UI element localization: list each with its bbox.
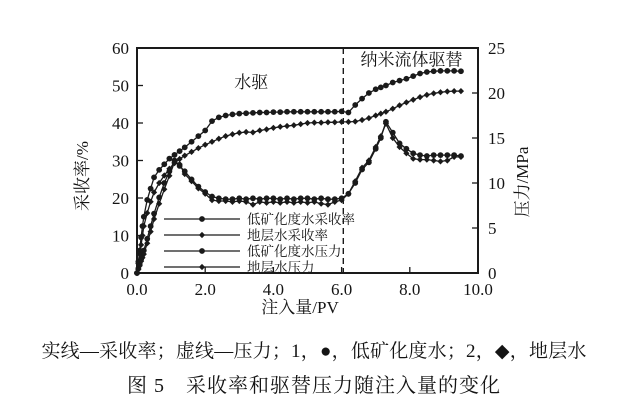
data-point	[431, 157, 437, 163]
y-left-tick-label: 40	[112, 114, 129, 133]
data-point	[431, 90, 437, 96]
data-point	[263, 200, 269, 206]
figure-caption-key: 实线—采收率；虚线—压力；1，●，低矿化度水；2，◆，地层水	[41, 341, 587, 362]
data-point	[230, 111, 236, 117]
data-point	[250, 195, 256, 201]
data-point	[138, 242, 144, 248]
y-right-tick-label: 20	[488, 84, 505, 103]
data-point	[166, 156, 172, 162]
data-point	[431, 152, 437, 158]
data-point	[318, 195, 324, 201]
data-point	[397, 78, 403, 84]
y-left-tick-label: 10	[112, 226, 129, 246]
data-point	[417, 71, 423, 77]
data-point	[325, 109, 331, 115]
legend-label: 地层水采收率	[247, 228, 328, 243]
data-point	[236, 130, 242, 136]
data-point	[189, 139, 195, 145]
data-point	[318, 109, 324, 115]
data-point	[438, 152, 444, 158]
data-point	[325, 202, 331, 208]
data-point	[166, 173, 172, 179]
data-point	[403, 99, 409, 105]
data-point	[172, 152, 178, 158]
data-point	[305, 109, 311, 115]
data-point	[271, 109, 277, 115]
y-left-tick-label: 30	[112, 151, 129, 171]
data-point	[304, 120, 310, 126]
data-point	[263, 126, 269, 132]
data-point	[291, 122, 297, 128]
data-point	[410, 73, 416, 79]
data-point	[444, 152, 450, 158]
data-point	[378, 84, 384, 90]
data-point	[177, 148, 183, 154]
data-point	[410, 150, 416, 156]
data-point	[352, 102, 358, 108]
legend-label: 低矿化度水压力	[247, 244, 342, 259]
data-point	[277, 109, 283, 115]
data-point	[311, 120, 317, 126]
data-point	[223, 113, 229, 119]
legend-item-2	[164, 227, 328, 243]
x-tick-label: 2.0	[194, 280, 216, 299]
data-point	[444, 88, 450, 94]
data-point	[229, 131, 235, 137]
data-point	[451, 88, 457, 94]
data-point	[352, 118, 358, 124]
data-point	[366, 115, 372, 121]
data-point	[216, 114, 222, 120]
data-point	[257, 110, 263, 116]
y-left-tick-label: 60	[112, 39, 129, 58]
data-point	[383, 83, 389, 89]
x-tick-label: 8.0	[399, 280, 421, 299]
data-point	[243, 110, 249, 116]
data-point	[346, 110, 352, 116]
data-point	[424, 69, 430, 75]
chart-legend	[164, 211, 355, 275]
data-point	[345, 119, 351, 125]
data-point	[332, 119, 338, 125]
data-point	[209, 118, 215, 124]
x-tick-label: 6.0	[330, 280, 353, 299]
y-left-tick-label: 0	[120, 264, 129, 283]
y-left-tick-label: 20	[112, 189, 129, 208]
data-point	[318, 201, 324, 207]
figure-caption-title: 图 5 采收率和驱替压力随注入量的变化	[127, 375, 501, 397]
data-point	[250, 129, 256, 135]
data-point	[151, 174, 157, 180]
data-point	[257, 127, 263, 133]
x-tick-label: 10.0	[463, 280, 493, 299]
data-point	[410, 97, 416, 103]
data-point	[250, 110, 256, 116]
data-point	[332, 109, 338, 115]
data-point	[359, 96, 365, 102]
data-point	[156, 167, 162, 173]
data-point	[396, 102, 402, 108]
data-point	[199, 232, 205, 238]
data-point	[390, 80, 396, 86]
data-point	[199, 216, 205, 222]
data-point	[318, 120, 324, 126]
data-point	[161, 161, 167, 167]
data-point	[424, 92, 430, 98]
y-right-tick-label: 15	[488, 129, 505, 148]
data-point	[359, 117, 365, 123]
data-point	[311, 109, 317, 115]
legend-item-3	[164, 243, 342, 259]
data-point	[325, 119, 331, 125]
data-point	[243, 129, 249, 135]
data-point	[182, 144, 188, 150]
data-point	[209, 139, 215, 145]
data-point	[250, 202, 256, 208]
x-axis-title: 注入量/PV	[261, 298, 339, 317]
data-point	[199, 264, 205, 270]
data-point	[291, 109, 297, 115]
data-point	[403, 76, 409, 82]
legend-label: 地层水压力	[247, 260, 315, 275]
data-point	[264, 110, 270, 116]
y-right-tick-label: 5	[488, 219, 497, 238]
data-point	[277, 124, 283, 130]
data-point	[373, 86, 379, 92]
data-point	[188, 149, 194, 155]
data-point	[202, 142, 208, 148]
stage-annotation-1: 水驱	[234, 72, 269, 92]
data-point	[161, 186, 167, 192]
data-point	[236, 111, 242, 117]
data-point	[325, 196, 331, 202]
data-point	[366, 90, 372, 96]
y-right-tick-label: 0	[488, 264, 497, 283]
data-point	[304, 200, 310, 206]
data-point	[284, 123, 290, 129]
data-point	[417, 94, 423, 100]
data-point	[373, 112, 379, 118]
data-point	[223, 133, 229, 139]
data-point	[270, 125, 276, 131]
data-point	[383, 109, 389, 115]
x-tick-label: 4.0	[262, 280, 285, 299]
data-point	[417, 157, 423, 163]
y-axis-left-title: 采收率/%	[73, 141, 92, 211]
data-point	[390, 106, 396, 112]
y-left-tick-label: 50	[112, 76, 129, 96]
legend-item-1	[164, 211, 355, 227]
data-point	[195, 133, 201, 139]
data-point	[195, 145, 201, 151]
stage-annotation-2: 纳米流体驱替	[360, 50, 463, 70]
data-point	[444, 157, 450, 163]
data-point	[298, 121, 304, 127]
data-point	[202, 128, 208, 134]
data-point	[298, 109, 304, 115]
data-point	[199, 248, 205, 254]
data-point	[378, 111, 384, 117]
data-point	[437, 158, 443, 164]
legend-label: 低矿化度水采收率	[247, 212, 355, 227]
data-point	[458, 88, 464, 94]
data-point	[437, 89, 443, 95]
y-right-tick-label: 10	[488, 174, 505, 193]
y-axis-right-title: 压力/MPa	[513, 146, 532, 218]
x-tick-label: 0.0	[126, 280, 148, 299]
y-right-tick-label: 25	[488, 39, 505, 58]
data-point	[216, 136, 222, 142]
data-point	[284, 109, 290, 115]
